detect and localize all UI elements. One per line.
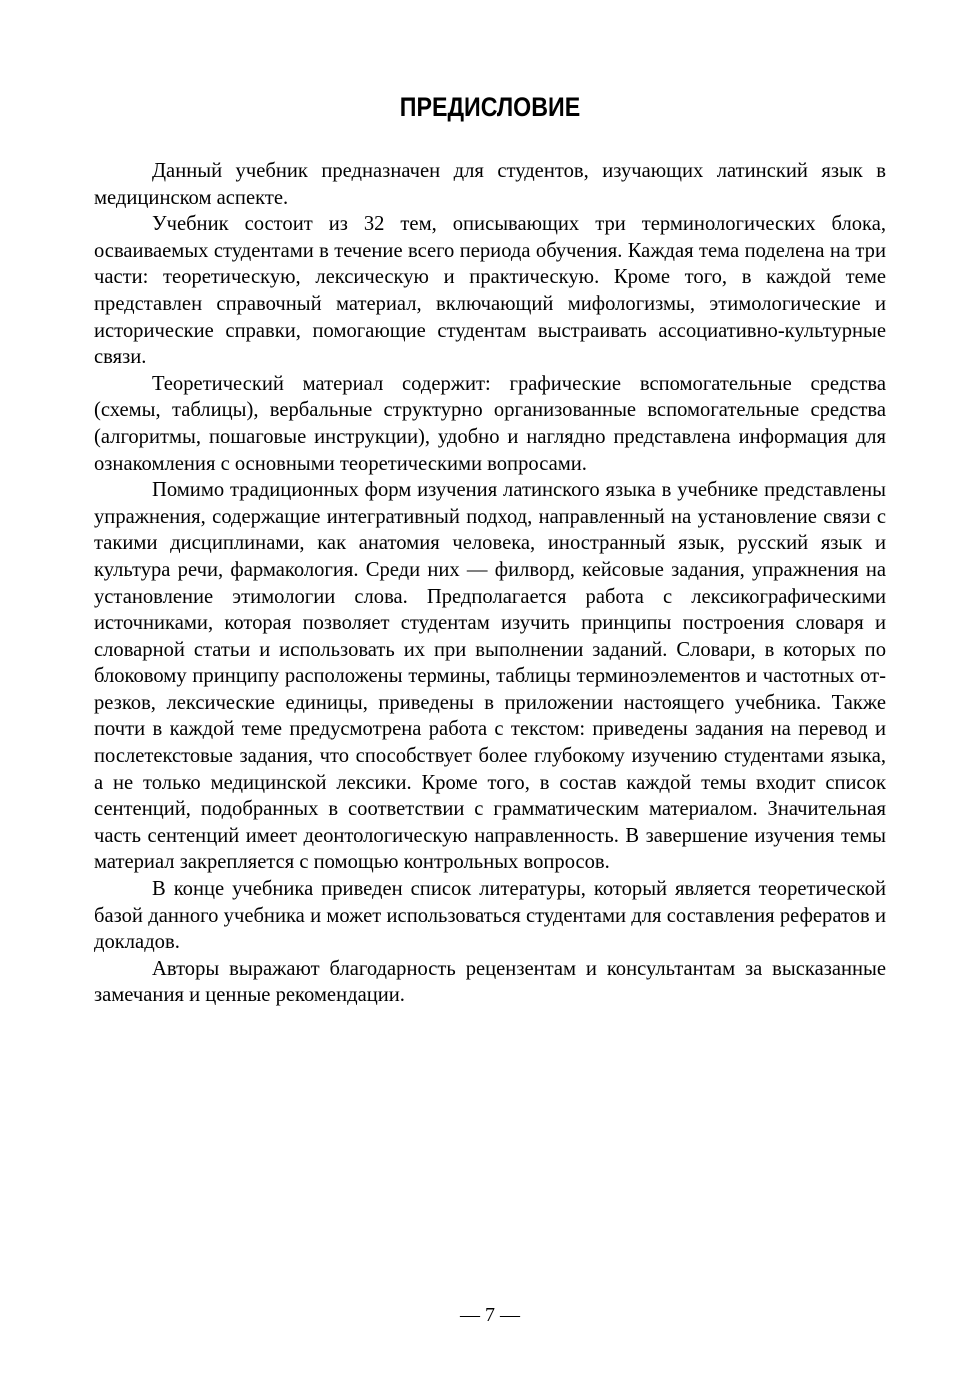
paragraph-structure: Учебник состоит из 32 тем, описывающих три терминологических блока, осваиваемых студентами в течение всего периода обучения. Каждая тема поделена на три части: теоретическую, лексическую и практическую. Кроме того, в каждой теме представлен справочный материал, включающий мифологизмы, этимологические и исторические справки, помогающие студентам выстраивать ассоциативно-культурные связи. xyxy=(94,213,886,369)
preface-body xyxy=(94,158,886,1009)
paragraph-exercises: Помимо традиционных форм изучения латинского языка в учебнике представлены упражнения, содержащие интегративный подход, направленный на установление связи с такими дисциплинами, как анатомия человека, иностранный язык, русский язык и культура речи, фармакология. Среди них — филворд, кейсовые задания, упражнения на установление этимологии слова. Предполагается работа с лексикографическими источниками, которая позволяет студентам изучить принципы построения словаря и словарной статьи и использовать их при выполнении заданий. Словари, в которых по блоковому принципу расположены термины, таблицы терминоэлементов и частотных отрезков, лексические единицы, приведены в приложении настоящего учебника. Также почти в каждой теме предусмотрена работа с текстом: приведены задания на перевод и послетекстовые задания, что способствует более глубокому изучению студентами языка, а не только медицинской лексики. Кроме того, в состав каждой темы входит список сентенций, подобранных в соответствии с грамматическим материалом. Значительная часть сентенций имеет деонтологическую направленность. В завершение изучения темы материал закрепляется с помощью контрольных вопросов. xyxy=(94,479,886,874)
paragraph-audience: Данный учебник предназначен для студентов, изучающих латинский язык в медицинском аспекте. xyxy=(94,160,886,209)
page-number: — 7 — xyxy=(460,1304,520,1326)
paragraph-theory: Теоретический материал содержит: графические вспомогательные средства (схемы, таблицы), вербальные структурно организованные вспомогательные средства (алгоритмы, пошаговые инструкции), удобно и наглядно представлена информация для ознакомления с основными теоретическими вопросами. xyxy=(94,372,886,475)
page-title: ПРЕДИСЛОВИЕ xyxy=(399,92,581,122)
paragraph-acknowledgements: Авторы выражают благодарность рецензентам и консультантам за высказанные замечания и ценные рекомендации. xyxy=(94,957,886,1007)
paragraph-literature: В конце учебника приведен список литературы, который является теоретической базой данного учебника и может использоваться студентами для составления рефератов и докладов. xyxy=(94,878,886,954)
